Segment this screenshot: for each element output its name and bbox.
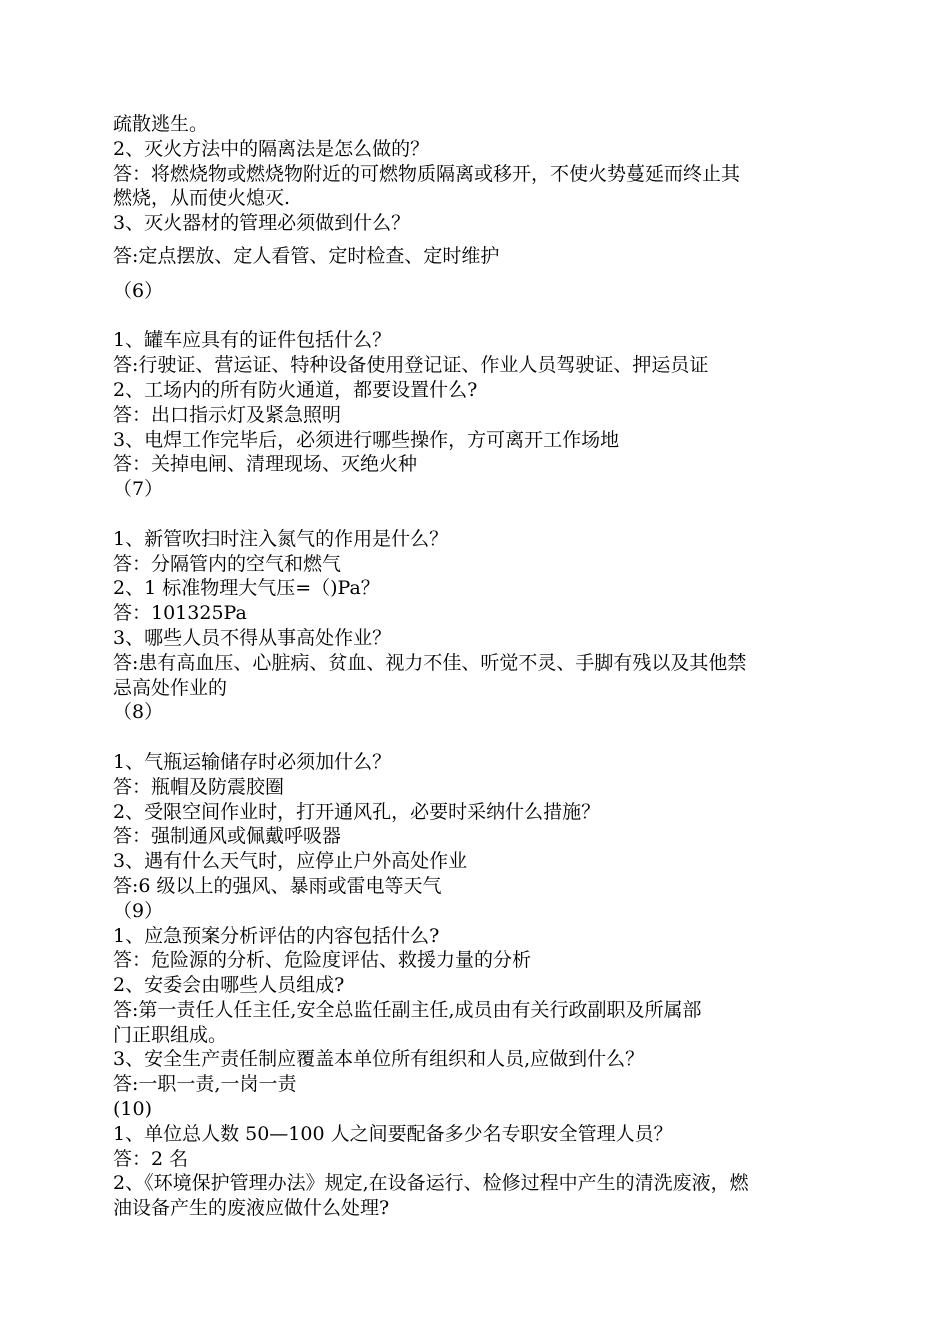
- answer-line: 答:行驶证、营运证、特种设备使用登记证、作业人员驾驶证、押运员证: [113, 354, 709, 377]
- blank-line: [113, 725, 843, 750]
- question-line: 1、应急预案分析评估的内容包括什么?: [113, 924, 440, 947]
- question-line: 1、气瓶运输储存时必须加什么？: [113, 750, 392, 773]
- question-line: 1、罐车应具有的证件包括什么？: [113, 329, 392, 352]
- answer-line: 答:患有高血压、心脏病、贫血、视力不佳、听觉不灵、手脚有残以及其他禁: [113, 651, 747, 674]
- answer-line: 忌高处作业的: [113, 676, 228, 699]
- question-line: 3、遇有什么天气时，应停止户外高处作业: [113, 850, 468, 873]
- answer-line: 答：危险源的分析、危险度评估、救援力量的分析: [113, 949, 532, 972]
- question-line: 2、受限空间作业时，打开通风孔，必要时采纳什么措施？: [113, 800, 601, 823]
- section-number: （9）: [113, 899, 164, 922]
- answer-line: 答:第一责任人任主任,安全总监任副主任,成员由有关行政副职及所属部: [113, 998, 702, 1021]
- question-line: 2、1 标准物理大气压=（)Pa？: [113, 577, 380, 600]
- question-line: 2、工场内的所有防火通道，都要设置什么?: [113, 378, 478, 401]
- question-line: 2、灭火方法中的隔离法是怎么做的？: [113, 137, 430, 160]
- answer-line: 答:定点摆放、定人看管、定时检查、定时维护: [113, 244, 500, 267]
- answer-line: 答:一职一责,一岗一责: [113, 1073, 297, 1096]
- answer-line: 答:6 级以上的强风、暴雨或雷电等天气: [113, 874, 442, 897]
- question-line: 1、新管吹扫时注入氮气的作用是什么？: [113, 527, 449, 550]
- answer-line: 答：101325Pa: [113, 602, 247, 625]
- question-line: 3、哪些人员不得从事高处作业？: [113, 626, 392, 649]
- answer-line: 燃烧，从而使火熄灭.: [113, 187, 291, 210]
- question-line: 油设备产生的废液应做什么处理?: [113, 1197, 390, 1220]
- answer-line: 答：关掉电闸、清理现场、灭绝火种: [113, 453, 418, 476]
- section-number: （6）: [113, 279, 164, 302]
- answer-line: 答：2 名: [113, 1147, 189, 1170]
- answer-line: 答：分隔管内的空气和燃气: [113, 552, 342, 575]
- section-number: (10): [113, 1098, 153, 1121]
- answer-line: 答：强制通风或佩戴呼吸器: [113, 825, 342, 848]
- question-line: 2、《环境保护管理办法》规定,在设备运行、检修过程中产生的清洗废液，燃: [113, 1172, 749, 1195]
- question-line: 1、单位总人数 50—100 人之间要配备多少名专职安全管理人员？: [113, 1122, 673, 1145]
- document-page: [113, 112, 843, 1221]
- question-line: 3、电焊工作完毕后，必须进行哪些操作，方可离开工作场地: [113, 428, 620, 451]
- blank-line: [113, 502, 843, 527]
- answer-line: 答：出口指示灯及紧急照明: [113, 403, 342, 426]
- answer-line: 答：瓶帽及防震胶圈: [113, 775, 285, 798]
- answer-line: 答：将燃烧物或燃烧物附近的可燃物质隔离或移开，不使火势蔓延而终止其: [113, 162, 741, 185]
- section-number: （8）: [113, 701, 164, 724]
- question-line: 3、安全生产责任制应覆盖本单位所有组织和人员,应做到什么？: [113, 1048, 645, 1071]
- section-number: （7）: [113, 478, 164, 501]
- question-line: 2、安委会由哪些人员组成?: [113, 974, 345, 997]
- answer-line: 门正职组成。: [113, 1023, 228, 1046]
- question-line: 3、灭火器材的管理必须做到什么？: [113, 212, 411, 235]
- blank-line: [113, 304, 843, 329]
- text-line: 疏散逃生。: [113, 113, 209, 135]
